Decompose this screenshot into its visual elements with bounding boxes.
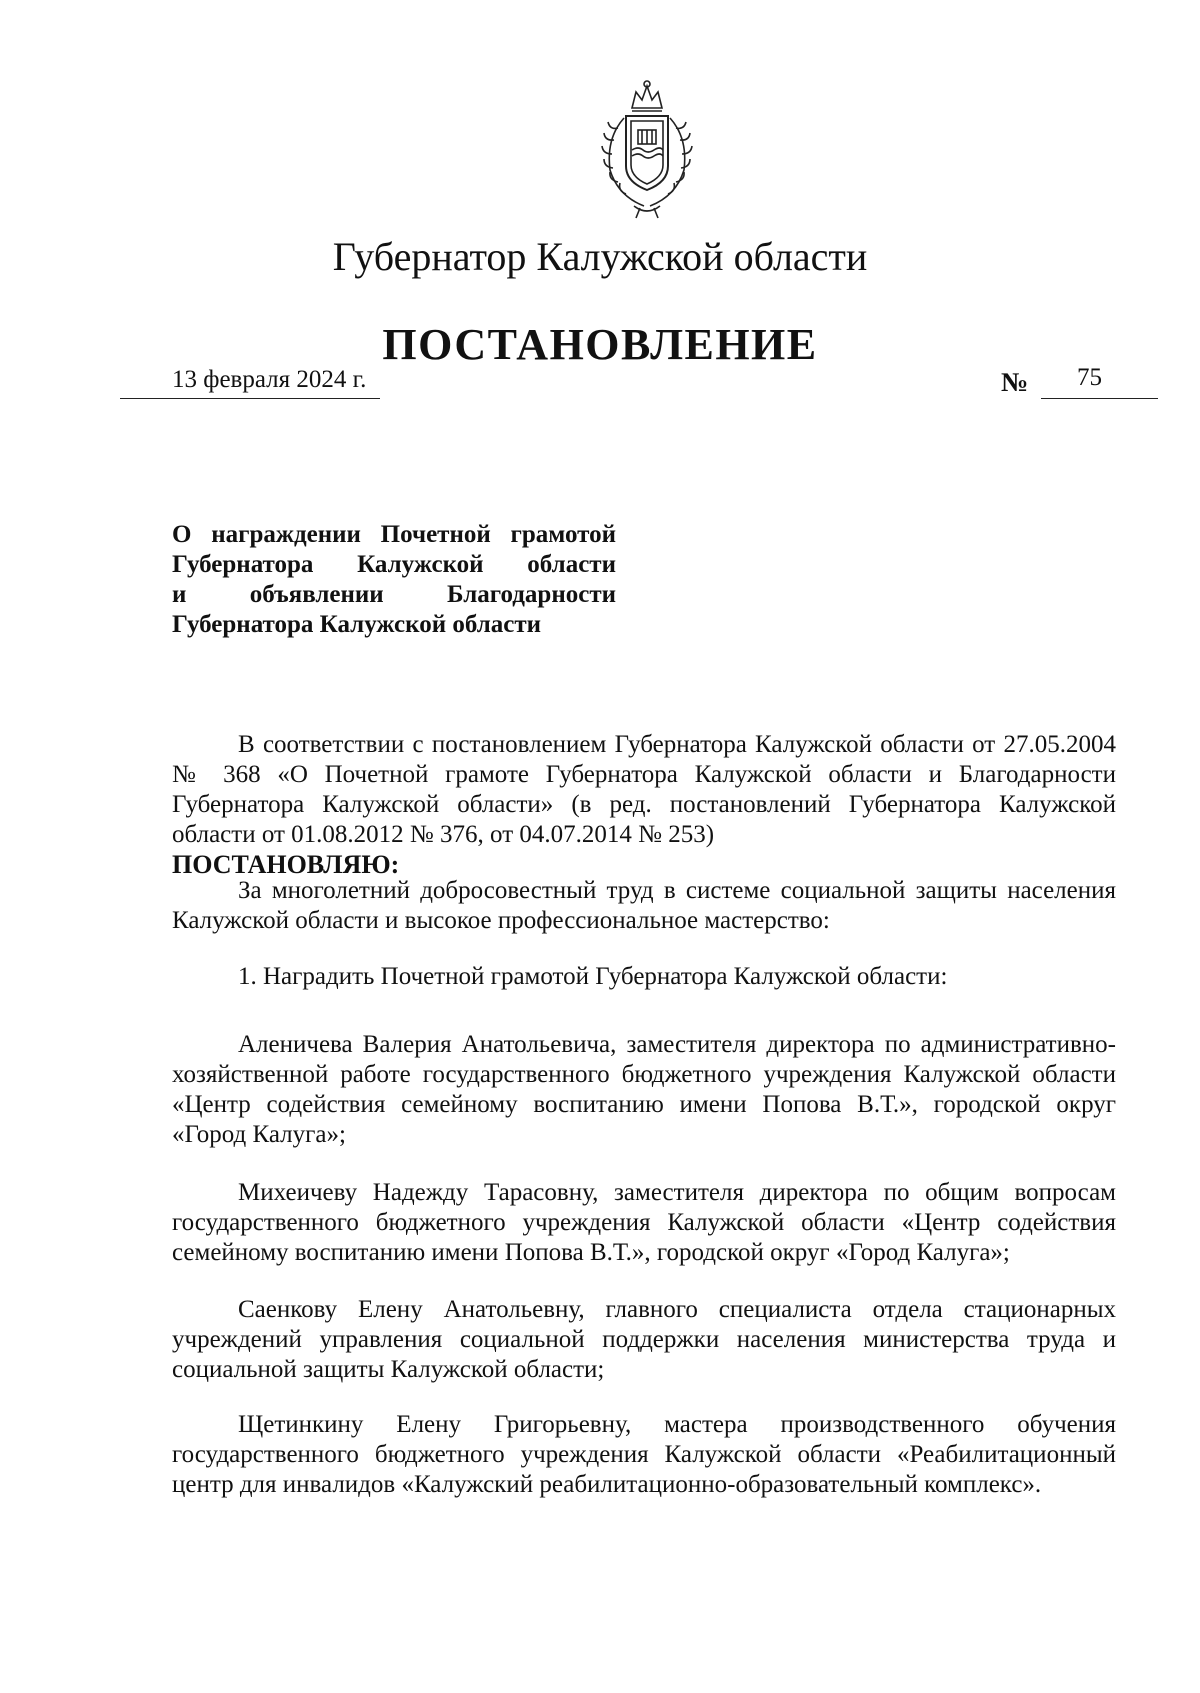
person-entry: Щетинкину Елену Григорьевну, мастера производственного обучения государственного бюджетного учреждения Калужской области «Реабилитационный центр для инвалидов «Калужский реабилитационно-образовательный комплекс». — [172, 1411, 1116, 1498]
subject-line: Губернатора Калужской области — [172, 611, 542, 638]
person-entry: Михеичеву Надежду Тарасовну, заместителя директора по общим вопросам государственного бюджетного учреждения Калужской области «Центр содействия семейному воспитанию имени Попова В.Т.», городской округ «Город Калуга»; — [172, 1179, 1116, 1266]
document-subject — [172, 520, 616, 640]
authority-title: Губернатор Калужской области — [332, 234, 868, 279]
reason-text: За многолетний добросовестный труд в системе социальной защиты населения Калужской области и высокое профессиональное мастерство: — [172, 877, 1116, 934]
document-number: 75 — [1077, 364, 1102, 391]
list-item — [172, 1410, 1116, 1500]
preamble-text: В соответствии с постановлением Губернатора Калужской области от 27.05.2004 № 368 «О Почетной грамоте Губернатора Калужской области и Благодарности Губернатора Калужской области» (в ред. постановлений Губернатора Калужской области от 01.08.2012 № 376, от 04.07.2014 № 253) — [172, 731, 1116, 848]
list-item — [172, 1030, 1116, 1150]
person-entry: Саенкову Елену Анатольевну, главного специалиста отдела стационарных учреждений управления социальной поддержки населения министерства труда и социальной защиты Калужской области; — [172, 1296, 1116, 1383]
document-type: ПОСТАНОВЛЕНИЕ — [382, 320, 818, 369]
list-item — [172, 1295, 1116, 1385]
subject-line: О награждении Почетной грамотой — [172, 521, 616, 548]
subject-line: и объявлении Благодарности — [172, 581, 616, 608]
list-item — [172, 1178, 1116, 1268]
coat-of-arms-icon — [588, 78, 706, 220]
number-sign: № — [1001, 367, 1029, 397]
date-field — [120, 364, 380, 399]
number-underline — [1041, 364, 1158, 399]
item-heading-text: 1. Наградить Почетной грамотой Губернатора Калужской области: — [238, 963, 948, 990]
subject-line: Губернатора Калужской области — [172, 551, 616, 578]
document-date: 13 февраля 2024 г. — [172, 366, 367, 393]
reason-paragraph — [172, 876, 1116, 936]
preamble — [172, 730, 1116, 880]
item-heading — [172, 962, 1116, 992]
person-entry: Аленичева Валерия Анатольевича, заместителя директора по административно-хозяйственной работе государственного бюджетного учреждения Калужской области «Центр содействия семейному воспитанию имени Попова В.Т.», городской округ «Город Калуга»; — [172, 1031, 1116, 1148]
decree-word: ПОСТАНОВЛЯЮ: — [172, 850, 400, 879]
